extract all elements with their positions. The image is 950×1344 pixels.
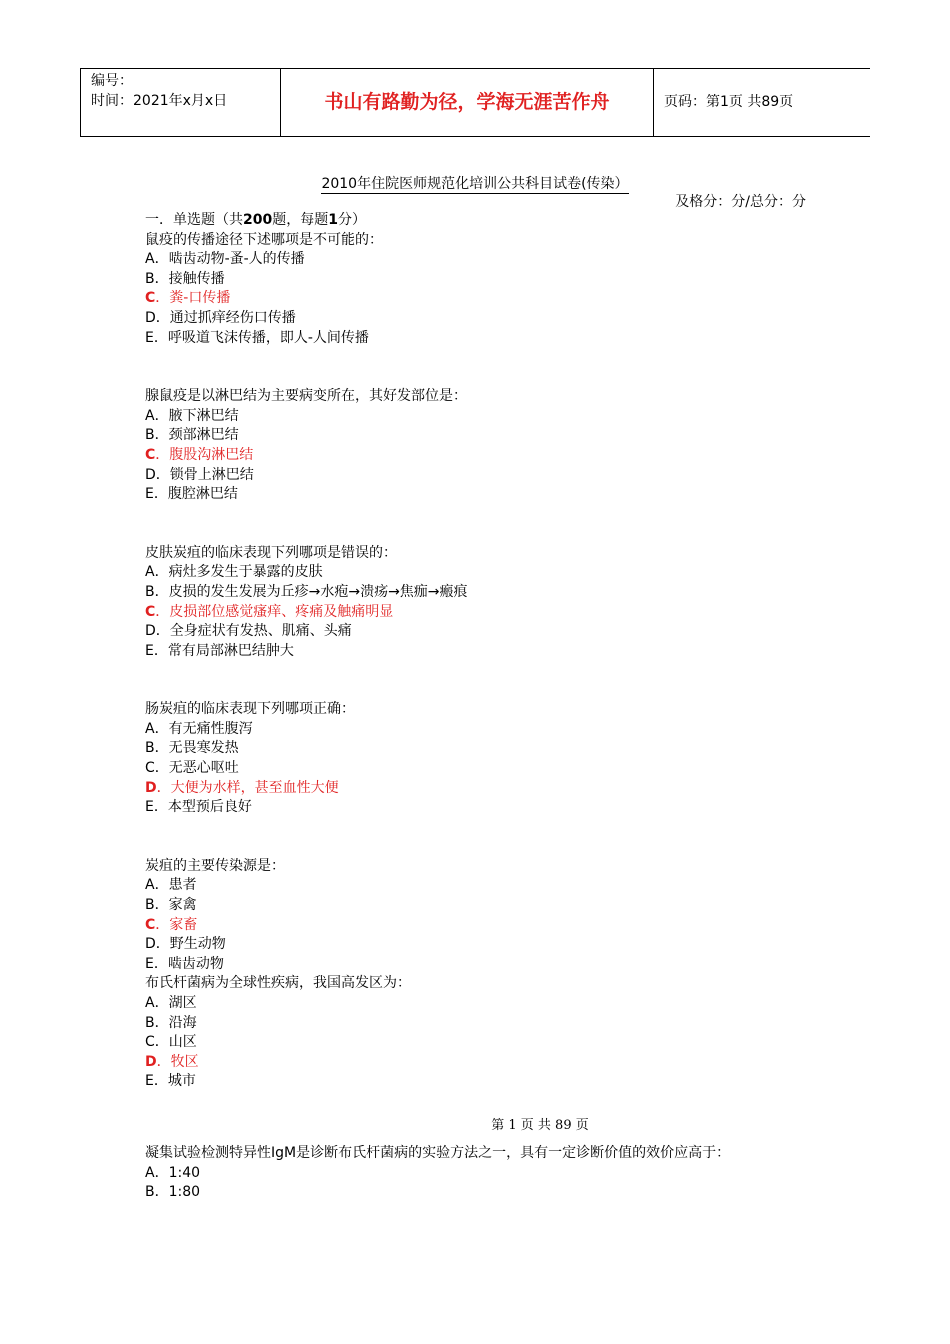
option-letter: B [145, 897, 155, 914]
option-text: ．1:40 [154, 1164, 201, 1181]
option-text: ．大便为水样，甚至血性大便 [156, 779, 339, 796]
option-text: ．锁骨上淋巴结 [155, 466, 254, 483]
option-letter: B [145, 427, 155, 444]
option-text: ．沿海 [154, 1014, 197, 1031]
option-letter: B [145, 740, 155, 757]
option-text: ．无恶心呕吐 [154, 760, 239, 777]
option-letter: D [145, 1053, 157, 1070]
option-text: ．野生动物 [155, 936, 226, 953]
question-gap [145, 348, 825, 387]
option-text: ．啮齿动物 [153, 955, 224, 972]
option-text: ．病灶多发生于暴露的皮肤 [154, 564, 323, 581]
option-letter: C [145, 916, 156, 933]
question-gap [145, 505, 825, 544]
option-b [145, 739, 825, 759]
question-gap [145, 818, 825, 857]
header-page-info: 页码：第1页 共89页 [664, 94, 794, 110]
question-stem: 鼠疫的传播途径下述哪项是不可能的： [145, 231, 383, 248]
option-letter: D [145, 936, 156, 953]
option-e [145, 955, 825, 975]
header-meta-cell [80, 69, 281, 136]
option-letter: A [145, 720, 155, 737]
option-letter: A [145, 564, 155, 581]
continued-question [145, 1144, 825, 1203]
question-stem: 肠炭疽的临床表现下列哪项正确： [145, 701, 355, 718]
option-letter: E [145, 329, 154, 346]
question-gap [145, 661, 825, 700]
option-text: ．1:80 [154, 1184, 201, 1201]
option-d [145, 779, 825, 799]
option-letter: A [145, 251, 155, 268]
option-text: ．粪-口传播 [155, 290, 231, 307]
question-stem: 皮肤炭疽的临床表现下列哪项是错误的： [145, 544, 397, 561]
option-a [145, 407, 825, 427]
question-list [145, 211, 825, 1092]
option-text: ．呼吸道飞沫传播，即人-人间传播 [153, 329, 369, 346]
option-b [145, 583, 825, 603]
option-text: ．颈部淋巴结 [154, 427, 239, 444]
option-text: ．腋下淋巴结 [154, 407, 239, 424]
option-e [145, 798, 825, 818]
option-e [145, 329, 825, 349]
question-stem: 腺鼠疫是以淋巴结为主要病变所在，其好发部位是： [145, 388, 467, 405]
option-b [145, 426, 825, 446]
document-title [0, 173, 950, 193]
option-c [145, 1033, 825, 1053]
option-text: ．湖区 [154, 995, 197, 1011]
option-a [145, 1164, 825, 1184]
option-b [145, 270, 825, 290]
option-text: ．通过抓痒经伤口传播 [155, 309, 296, 326]
question-stem: 炭疽的主要传染源是： [145, 857, 285, 874]
section-suffix: 分） [337, 212, 366, 228]
option-text: ．常有局部淋巴结肿大 [153, 642, 294, 659]
option-letter: C [145, 1034, 155, 1051]
option-d [145, 309, 825, 329]
option-e [145, 642, 825, 662]
option-a [145, 250, 825, 270]
option-letter: E [145, 1073, 154, 1090]
option-c [145, 446, 825, 466]
option-e [145, 1072, 825, 1092]
score-line: 及格分：分/总分：分 [675, 194, 806, 210]
option-letter: E [145, 799, 154, 816]
option-letter: B [145, 1014, 155, 1031]
option-letter: A [145, 1164, 155, 1181]
option-a [145, 876, 825, 896]
option-letter: C [145, 446, 156, 463]
option-text: ．本型预后良好 [153, 799, 252, 816]
option-d [145, 622, 825, 642]
header-table [80, 68, 870, 137]
option-letter: A [145, 995, 155, 1011]
option-text: ．全身症状有发热、肌痛、头痛 [155, 623, 352, 640]
option-letter: B [145, 583, 155, 600]
option-a [145, 563, 825, 583]
option-text: ．腹腔淋巴结 [153, 486, 238, 503]
option-letter: D [145, 623, 156, 640]
serial-label: 编号： [91, 73, 133, 89]
option-letter: D [145, 309, 156, 326]
option-text: ．山区 [154, 1034, 197, 1051]
option-text: ．腹股沟淋巴结 [155, 446, 254, 463]
time-label: 时间：2021年x月x日 [91, 93, 228, 109]
option-letter: D [145, 466, 156, 483]
option-letter: C [145, 290, 156, 307]
option-letter: A [145, 877, 155, 894]
question-stem: 凝集试验检测特异性IgM是诊断布氏杆菌病的实验方法之一，具有一定诊断价值的效价应高于： [145, 1145, 731, 1161]
document-title-text: 2010年住院医师规范化培训公共科目试卷(传染） [321, 176, 629, 192]
option-c [145, 759, 825, 779]
option-letter: B [145, 1184, 155, 1201]
option-letter: E [145, 486, 154, 503]
option-text: ．无畏寒发热 [154, 740, 239, 757]
option-d [145, 466, 825, 486]
option-letter: B [145, 270, 155, 287]
option-text: ．有无痛性腹泻 [154, 720, 253, 737]
option-letter: D [145, 779, 157, 796]
section-mid: 题，每题 [272, 212, 329, 228]
option-text: ．皮损部位感觉瘙痒、疼痛及触痛明显 [155, 603, 394, 620]
option-c [145, 289, 825, 309]
option-text: ．患者 [154, 877, 197, 894]
option-e [145, 485, 825, 505]
option-a [145, 994, 825, 1014]
option-text: ．家禽 [154, 897, 197, 914]
option-text: ．皮损的发生发展为丘疹→水疱→溃疡→焦痂→瘢痕 [154, 583, 468, 600]
option-letter: C [145, 760, 155, 777]
option-c [145, 603, 825, 623]
option-c [145, 916, 825, 936]
option-b [145, 896, 825, 916]
option-d [145, 1053, 825, 1073]
option-text: ．接触传播 [154, 270, 225, 287]
section-prefix: 一．单选题（共 [145, 212, 243, 228]
option-b [145, 1014, 825, 1034]
option-letter: C [145, 603, 156, 620]
option-text: ．牧区 [156, 1053, 199, 1070]
header-motto: 书山有路勤为径，学海无涯苦作舟 [281, 69, 654, 136]
option-text: ．家畜 [155, 916, 198, 933]
option-letter: A [145, 407, 155, 424]
section-count: 200 [243, 212, 273, 228]
section-points: 1 [328, 212, 338, 228]
option-text: ．啮齿动物-蚤-人的传播 [154, 251, 305, 268]
option-letter: E [145, 642, 154, 659]
option-text: ．城市 [153, 1073, 196, 1090]
section-heading [145, 211, 825, 231]
option-letter: E [145, 955, 154, 972]
question-stem: 布氏杆菌病为全球性疾病，我国高发区为： [145, 975, 411, 992]
page-footer: 第 1 页 共 89 页 [491, 1118, 589, 1133]
option-a [145, 720, 825, 740]
option-d [145, 935, 825, 955]
option-b [145, 1183, 825, 1203]
